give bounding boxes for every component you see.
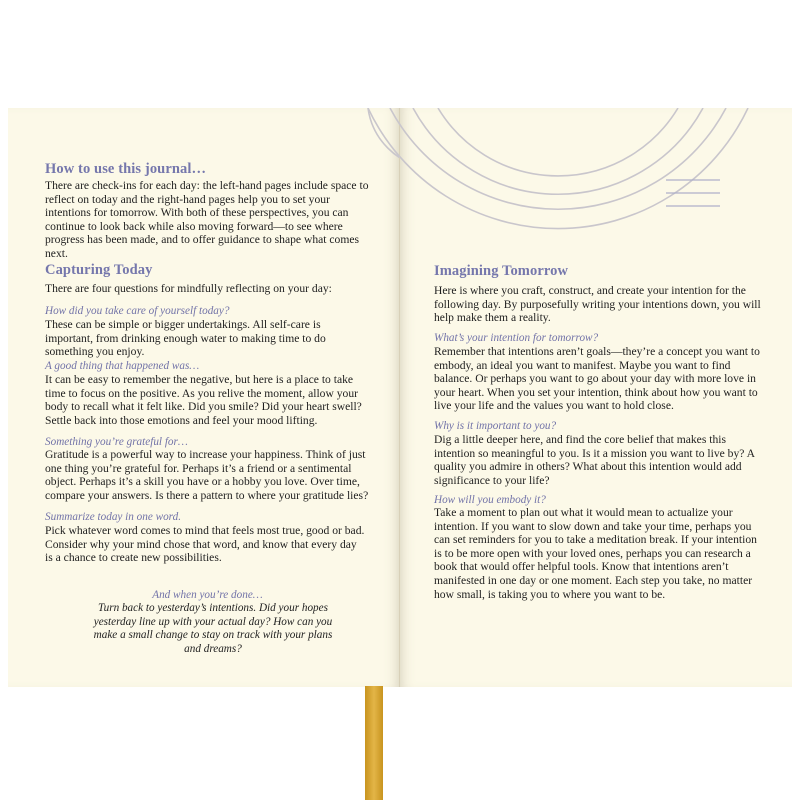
how-to-body: There are check-ins for each day: the left-hand pages include space to reflect on today and the right-hand pages help you to set your intentions for tomorrow. With both of these perspectives, you can continue to look back while also moving forward—to see where progress has been made, and to offer guidance to shape what comes next. — [45, 179, 369, 260]
imagining-tomorrow-heading: Imagining Tomorrow — [434, 263, 569, 279]
question-prompt: Why is it important to you? — [434, 420, 557, 432]
capturing-today-intro: There are four questions for mindfully reflecting on your day: — [45, 282, 332, 295]
question-body: Remember that intentions aren’t goals—they’re a concept you want to embody, an ideal you want to manifest. Maybe you want to find balance. Or perhaps you want to go about your day with more love in your heart. When you set your intention, think about how you want to live your life and the values you want to hold close. — [434, 345, 760, 413]
question-prompt: Something you’re grateful for… — [45, 436, 188, 448]
question-prompt: A good thing that happened was… — [45, 360, 200, 372]
question-body: Dig a little deeper here, and find the core belief that makes this intention so meaningful to you. Is it a mission you want to live by? A quality you admire in others? What about this intention would add significance to your life? — [434, 433, 755, 487]
question-prompt: How did you take care of yourself today? — [45, 305, 230, 317]
question-body: These can be simple or bigger undertakings. All self-care is important, from drinking enough water to making time to do something you enjoy. — [45, 318, 326, 359]
question-body: Gratitude is a powerful way to increase your happiness. Think of just one thing you’re grateful for. Perhaps it’s a friend or a sentimental object. Perhaps it’s a skill you have or a hobby you love. Over time, compare your answers. Is there a pattern to where your gratitude lies? — [45, 448, 369, 502]
question-body: It can be easy to remember the negative, but here is a place to take time to focus on the positive. As you relive the moment, allow your body to recall what it felt like. Did you smile? Did your heart swell? Settle back into those emotions and feel your mood lifting. — [45, 373, 362, 427]
question-prompt: How will you embody it? — [434, 494, 546, 506]
question-body: Pick whatever word comes to mind that feels most true, good or bad. Consider why your mind chose that word, and know that every day is a chance to create new possibilities. — [45, 524, 365, 565]
imagining-tomorrow-intro: Here is where you craft, construct, and create your intention for the following day. By purposefully writing your intentions down, you will help make them a reality. — [434, 284, 761, 325]
how-to-heading: How to use this journal… — [45, 161, 207, 177]
question-body: Take a moment to plan out what it would mean to actualize your intention. If you want to slow down and take your time, perhaps you can set reminders for you to take a meditation break. If your intention is to be more open with your loved ones, perhaps you can research a book that would offer helpful tools. Know that intentions aren’t manifested in one day or one moment. Each step you take, no matter how small, is taking you to where you want to be. — [434, 506, 757, 601]
capturing-today-heading: Capturing Today — [45, 262, 153, 278]
bookmark-ribbon[interactable] — [365, 686, 383, 800]
question-prompt: What’s your intention for tomorrow? — [434, 332, 599, 344]
closing-body: Turn back to yesterday’s intentions. Did your hopes yesterday line up with your actual day? How can you make a small change to stay on track with your plans and dreams? — [93, 602, 333, 655]
closing-prompt: And when you’re done… — [152, 589, 263, 601]
question-prompt: Summarize today in one word. — [45, 511, 182, 523]
writing-lines-decoration — [666, 180, 720, 206]
open-journal — [8, 108, 792, 687]
